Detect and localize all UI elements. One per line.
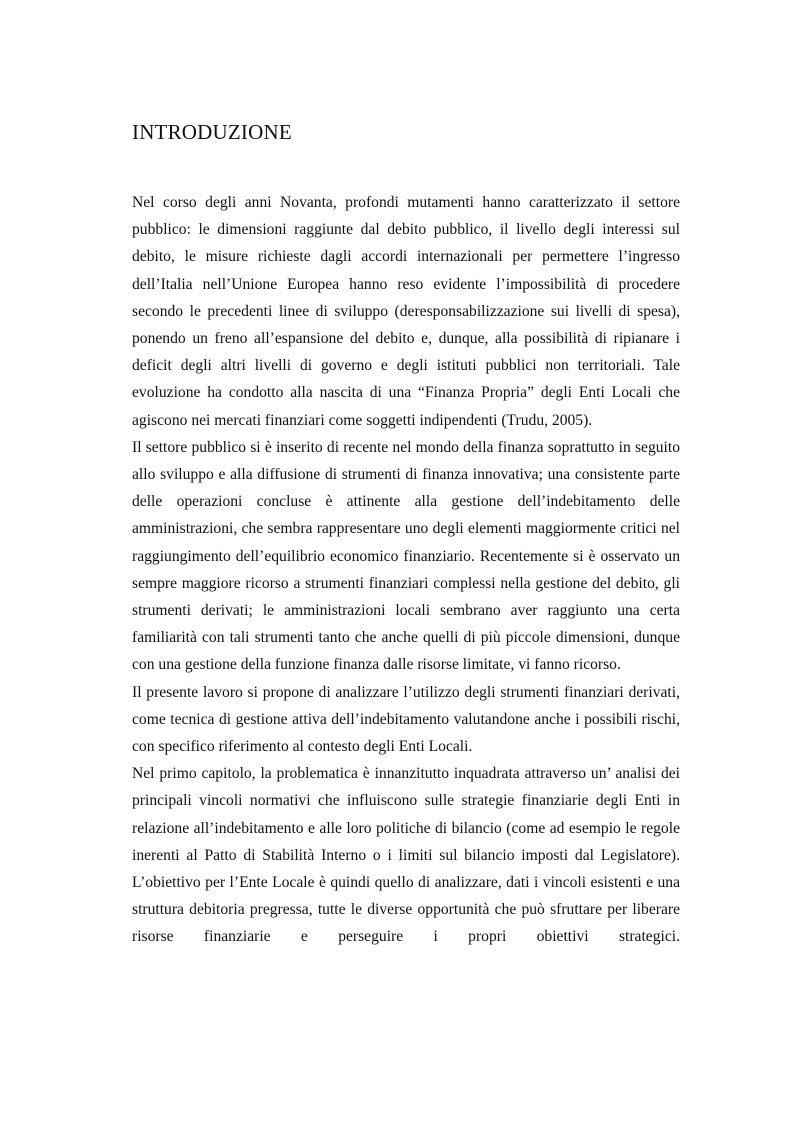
paragraph-2: Il settore pubblico si è inserito di recente nel mondo della finanza soprattutto in seguito allo sviluppo e alla diffusione di strumenti di finanza innovativa; una consistente parte delle operazioni concluse è attinente alla gestione dell’indebitamento delle amministrazioni, che sembra rappresentare uno degli elementi maggiormente critici nel raggiungimento dell’equilibrio economico finanziario. Recentemente si è osservato un sempre maggiore ricorso a strumenti finanziari complessi nella gestione del debito, gli strumenti derivati; le amministrazioni locali sembrano aver raggiunto una certa familiarità con tali strumenti tanto che anche quelli di più piccole dimensioni, dunque con una gestione della funzione finanza dalle risorse limitate, vi fanno ricorso. [132,438,680,674]
page-title: INTRODUZIONE [132,120,292,144]
paragraph-1: Nel corso degli anni Novanta, profondi mutamenti hanno caratterizzato il settore pubblico: le dimensioni raggiunte dal debito pubblico, il livello degli interessi sul debito, le misure richieste dagli accordi internazionali per permettere l’ingresso dell’Italia nell’Unione Europea hanno reso evidente l’impossibilità di procedere secondo le precedenti linee di sviluppo (deresponsabilizzazione sui livelli di spesa), ponendo un freno all’espansione del debito e, dunque, alla possibilità di ripianare i deficit degli altri livelli di governo e degli istituti pubblici non territoriali. Tale evoluzione ha condotto alla nascita di una “Finanza Propria” degli Enti Locali che agiscono nei mercati finanziari come soggetti indipendenti (Trudu, 2005). [132,194,680,429]
paragraph-3: Il presente lavoro si propone di analizzare l’utilizzo degli strumenti finanziari derivati, come tecnica di gestione attiva dell’indebitamento valutandone anche i possibili rischi, con specifico riferimento al contesto degli Enti Locali. [132,683,680,756]
body-text [132,189,680,951]
paragraph-4: Nel primo capitolo, la problematica è innanzitutto inquadrata attraverso un’ analisi dei principali vincoli normativi che influiscono sulle strategie finanziarie degli Enti in relazione all’indebitamento e alle loro politiche di bilancio (come ad esempio le regole inerenti al Patto di Stabilità Interno o i limiti sul bilancio imposti dal Legislatore). L’obiettivo per l’Ente Locale è quindi quello di analizzare, dati i vincoli esistenti e una struttura debitoria pregressa, tutte le diverse opportunità che può sfruttare per liberare risorse finanziarie e perseguire i propri obiettivi strategici. [132,765,680,946]
